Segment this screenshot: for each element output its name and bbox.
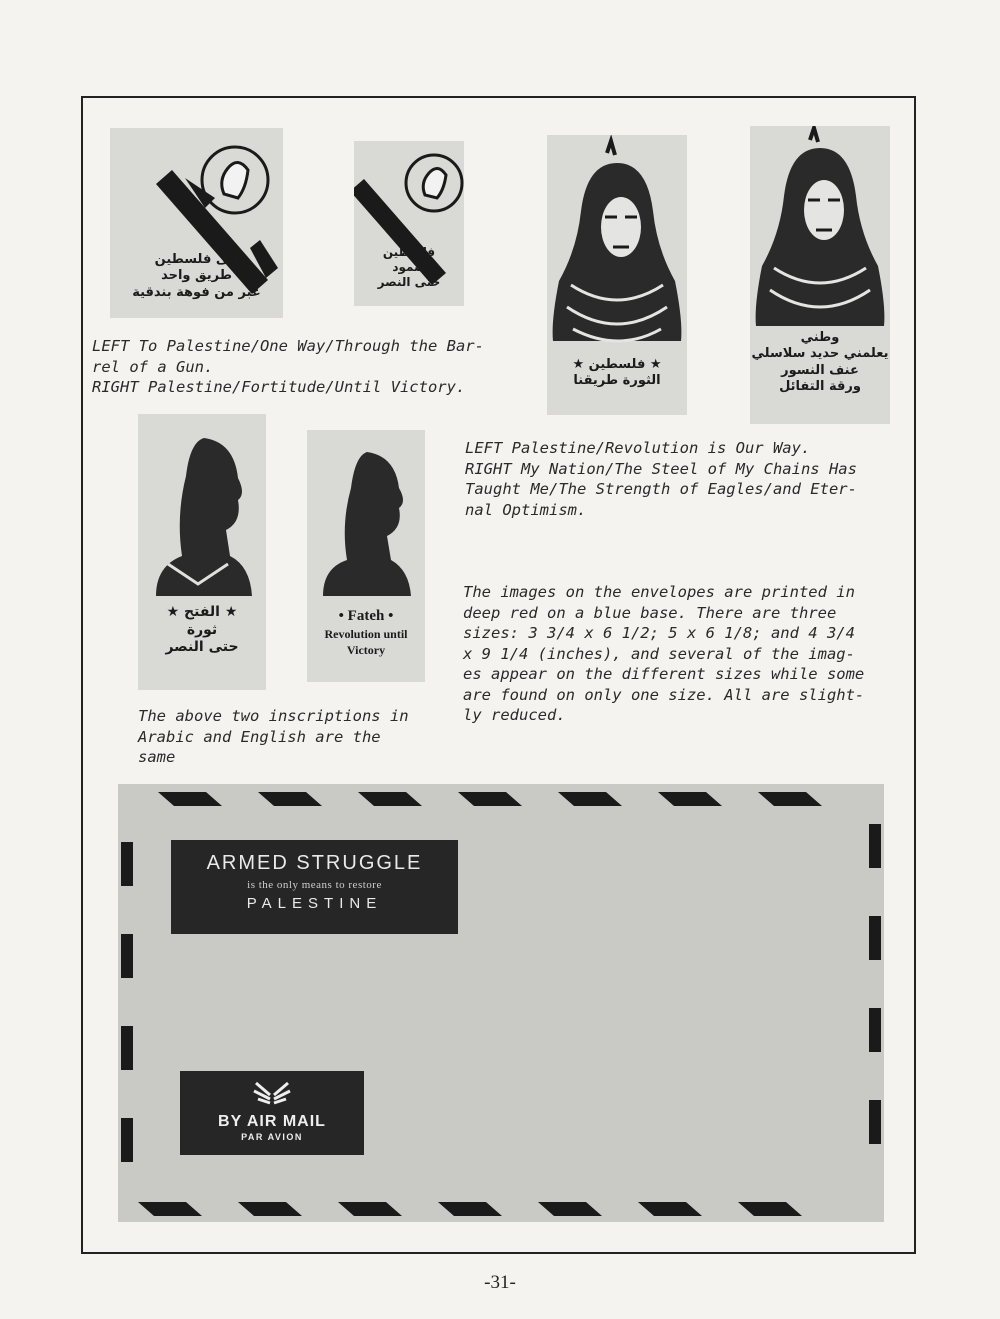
- caption-line: Arabic and English are the: [138, 727, 381, 746]
- stamp-card-2: [354, 141, 464, 306]
- description-line: are found on only one size. All are slight-: [463, 685, 865, 704]
- arabic-line: الثورة طريقنا: [573, 373, 661, 389]
- description-paragraph: [463, 582, 864, 726]
- wings-icon: [252, 1081, 292, 1107]
- caption-line: rel of a Gun.: [92, 357, 214, 376]
- arabic-line: حتى النصر: [377, 275, 441, 289]
- caption-bottom-left: [138, 706, 409, 768]
- label-title: ARMED STRUGGLE: [206, 852, 423, 874]
- airmail-envelope: [118, 784, 884, 1222]
- arabic-line: يعلمني حديد سلاسلي: [751, 346, 889, 362]
- stamp-card-6: [307, 430, 425, 682]
- page-number: -31-: [484, 1272, 516, 1293]
- caption-line: The above two inscriptions in: [138, 707, 409, 725]
- caption-line: RIGHT Palestine/Fortitude/Until Victory.: [92, 378, 466, 396]
- caption-line: same: [138, 748, 176, 766]
- description-line: The images on the envelopes are printed in: [463, 583, 855, 601]
- english-line: • Fateh •: [338, 608, 394, 624]
- caption-line: Taught Me/The Strength of Eagles/and Eter-: [465, 480, 857, 498]
- stamp-card-1: [110, 128, 283, 318]
- english-line: Revolution until: [324, 627, 408, 642]
- arabic-line: عبر من فوهة بندقية: [132, 284, 261, 300]
- caption-line: RIGHT My Nation/The Steel of My Chains Has: [465, 459, 857, 478]
- airmail-title: BY AIR MAIL: [218, 1113, 326, 1130]
- label-palestine: PALESTINE: [246, 895, 383, 912]
- description-line: ly reduced.: [463, 706, 566, 724]
- stamp-card-4: [750, 126, 890, 424]
- caption-line: LEFT To Palestine/One Way/Through the Bar-: [92, 337, 484, 355]
- arabic-line: فلسطين: [382, 245, 436, 259]
- description-line: x 9 1/4 (inches), and several of the imag-: [463, 644, 855, 663]
- arabic-line: حتى النصر: [165, 639, 239, 655]
- caption-middle-right: [465, 438, 857, 520]
- arabic-line: الى فلسطين: [154, 252, 239, 267]
- airmail-subtitle: PAR AVION: [241, 1132, 303, 1142]
- caption-line: nal Optimism.: [465, 500, 587, 519]
- stamp-card-3: [547, 135, 687, 415]
- english-line: Victory: [346, 643, 386, 658]
- arabic-line: ★ فلسطين ★: [572, 357, 662, 372]
- arabic-line: ثورة: [186, 621, 218, 638]
- airmail-label: [180, 1071, 364, 1155]
- caption-line: LEFT Palestine/Revolution is Our Way.: [465, 439, 811, 457]
- arabic-line: وطني: [800, 330, 840, 345]
- arabic-line: ★ الفتح ★: [166, 604, 238, 620]
- description-line: deep red on a blue base. There are three: [463, 603, 837, 622]
- arabic-line: ورقة التفائل: [779, 378, 861, 394]
- armed-struggle-label: [171, 840, 458, 934]
- arabic-line: عنف النسور: [781, 362, 859, 378]
- caption-top-left: [92, 336, 484, 398]
- stamp-card-5: [138, 414, 266, 690]
- arabic-line: صمود: [392, 260, 426, 274]
- description-line: sizes: 3 3/4 x 6 1/2; 5 x 6 1/8; and 4 3/4: [463, 624, 855, 642]
- description-line: es appear on the different sizes while some: [463, 665, 865, 683]
- label-subtitle: is the only means to restore: [247, 879, 382, 891]
- arabic-line: طريق واحد: [161, 268, 232, 284]
